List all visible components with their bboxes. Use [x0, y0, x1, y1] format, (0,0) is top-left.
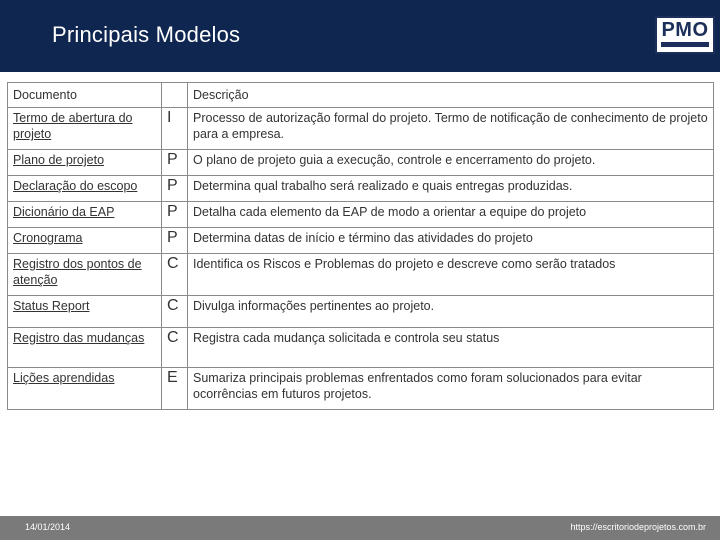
row-doc[interactable]: Termo de abertura do projeto [8, 108, 162, 150]
footer-url[interactable]: https://escritoriodeprojetos.com.br [570, 522, 706, 532]
row-letter: C [162, 296, 188, 328]
row-doc[interactable]: Registro das mudanças [8, 328, 162, 368]
table-row [8, 328, 714, 368]
pmo-logo [655, 16, 715, 54]
row-desc: Divulga informações pertinentes ao projeto. [188, 296, 714, 328]
row-desc: Detalha cada elemento da EAP de modo a orientar a equipe do projeto [188, 202, 714, 228]
row-desc: Registra cada mudança solicitada e controla seu status [188, 328, 714, 368]
row-desc: Processo de autorização formal do projeto. Termo de notificação de conhecimento de projeto para a empresa. [188, 108, 714, 150]
table-row [8, 368, 714, 410]
table-row [8, 176, 714, 202]
row-doc[interactable]: Declaração do escopo [8, 176, 162, 202]
header-documento: Documento [8, 83, 162, 108]
logo-text: PMO [661, 19, 709, 41]
row-desc: Determina qual trabalho será realizado e quais entregas produzidas. [188, 176, 714, 202]
row-letter: P [162, 150, 188, 176]
logo-bar [661, 42, 709, 47]
slide-title: Principais Modelos [52, 22, 241, 47]
row-letter: P [162, 228, 188, 254]
row-letter: C [162, 254, 188, 296]
table-row [8, 296, 714, 328]
table-row [8, 202, 714, 228]
row-desc: Determina datas de início e término das atividades do projeto [188, 228, 714, 254]
table-row [8, 228, 714, 254]
row-letter: P [162, 176, 188, 202]
row-letter: E [162, 368, 188, 410]
table-row [8, 254, 714, 296]
footer-bar [0, 516, 720, 540]
row-letter: C [162, 328, 188, 368]
models-table [7, 82, 714, 410]
title-bar [0, 0, 720, 72]
row-desc: O plano de projeto guia a execução, controle e encerramento do projeto. [188, 150, 714, 176]
row-doc[interactable]: Registro dos pontos de atenção [8, 254, 162, 296]
row-desc: Identifica os Riscos e Problemas do projeto e descreve como serão tratados [188, 254, 714, 296]
header-descricao: Descrição [188, 83, 714, 108]
row-letter: P [162, 202, 188, 228]
row-letter: I [162, 108, 188, 150]
table-header-row [8, 83, 714, 108]
row-doc[interactable]: Cronograma [8, 228, 162, 254]
table-row [8, 108, 714, 150]
header-letter [162, 83, 188, 108]
row-doc[interactable]: Lições aprendidas [8, 368, 162, 410]
row-desc: Sumariza principais problemas enfrentados como foram solucionados para evitar ocorrências em futuros projetos. [188, 368, 714, 410]
footer-date: 14/01/2014 [25, 522, 71, 532]
row-doc[interactable]: Plano de projeto [8, 150, 162, 176]
row-doc[interactable]: Dicionário da EAP [8, 202, 162, 228]
row-doc[interactable]: Status Report [8, 296, 162, 328]
table-row [8, 150, 714, 176]
